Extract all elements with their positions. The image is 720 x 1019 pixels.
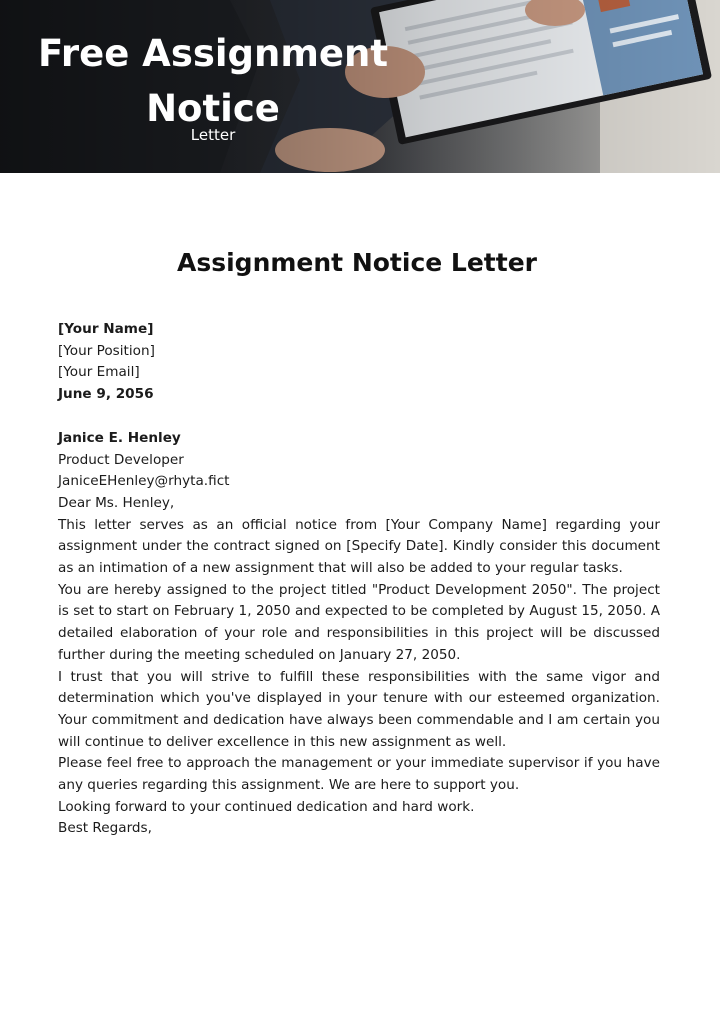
banner-subtitle: Letter (190, 126, 236, 144)
recipient-email: JaniceEHenley@rhyta.fict (58, 473, 230, 490)
body-paragraph-5: Looking forward to your continued dedication and hard work. (58, 798, 475, 815)
sender-email: [Your Email] (58, 364, 140, 381)
recipient-name: Janice E. Henley (58, 429, 181, 446)
body-paragraph-4: Please feel free to approach the management or your immediate supervisor if you have any queries regarding this assignment. We are here to support you. (58, 755, 660, 794)
letter-date: June 9, 2056 (58, 386, 154, 403)
letter-body (58, 319, 660, 840)
closing: Best Regards, (58, 820, 152, 837)
recipient-block (58, 428, 660, 493)
salutation: Dear Ms. Henley, (58, 494, 175, 511)
body-paragraph-2: You are hereby assigned to the project titled "Product Development 2050". The project is set to start on February 1, 2050 and expected to be completed by August 15, 2050. A detailed elaboration of your role and responsibilities in this project will be discussed further during the meeting scheduled on January 27, 2050. (58, 581, 660, 663)
document-title: Assignment Notice Letter (177, 248, 537, 277)
sender-name: [Your Name] (58, 321, 154, 337)
header-banner (0, 0, 720, 173)
body-paragraph-3: I trust that you will strive to fulfill these responsibilities with the same vigor and determination which you've displayed in your tenure with our esteemed organization. Your commitment and dedication have always been commendable and I am certain you will continue to deliver excellence in this new assignment as well. (58, 668, 660, 750)
sender-position: [Your Position] (58, 342, 155, 359)
recipient-position: Product Developer (58, 451, 184, 468)
banner-title: Free Assignment Notice (37, 32, 389, 130)
body-paragraph-1: This letter serves as an official notice from [Your Company Name] regarding your assignment under the contract signed on [Specify Date]. Kindly consider this document as an intimation of a new assignment that will also be added to your regular tasks. (58, 516, 660, 577)
sender-block (58, 319, 660, 384)
